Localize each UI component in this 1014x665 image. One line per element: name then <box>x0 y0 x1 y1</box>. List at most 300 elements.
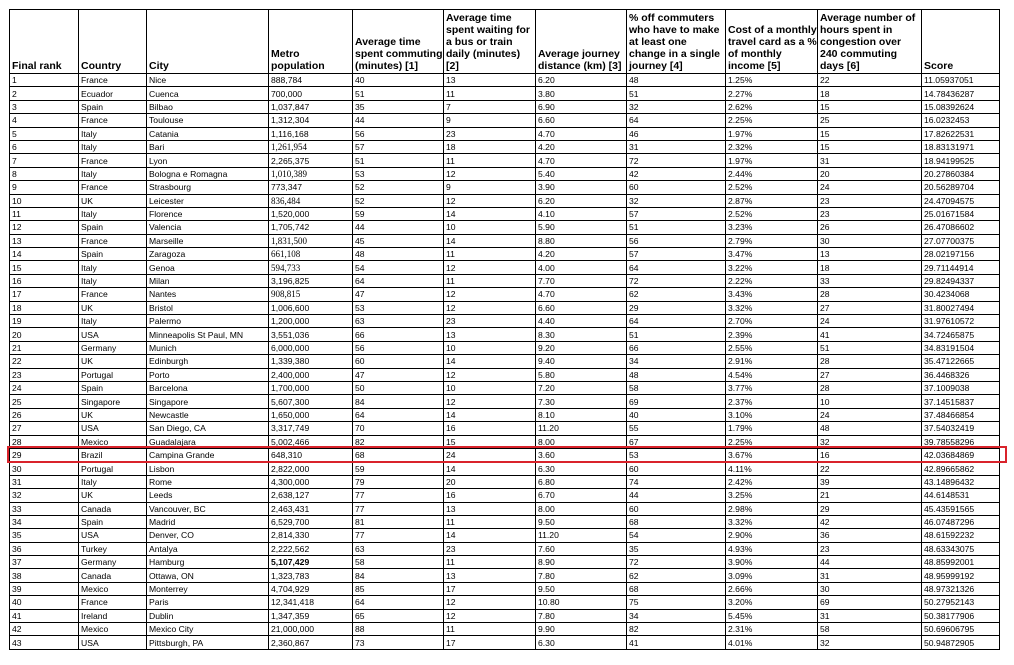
commute-time-cell: 79 <box>353 475 444 488</box>
card-cost-cell: 3.22% <box>726 261 818 274</box>
distance-cell: 6.70 <box>536 489 627 502</box>
distance-cell: 8.90 <box>536 556 627 569</box>
country-cell: France <box>79 74 147 87</box>
country-cell: Spain <box>79 248 147 261</box>
table-row <box>10 422 1000 435</box>
distance-cell: 5.40 <box>536 167 627 180</box>
table-row <box>10 556 1000 569</box>
distance-cell: 4.70 <box>536 154 627 167</box>
waiting-time-cell: 11 <box>444 248 536 261</box>
population-cell: 21,000,000 <box>269 623 353 636</box>
country-cell: Italy <box>79 475 147 488</box>
distance-cell: 9.90 <box>536 623 627 636</box>
commute-time-cell: 47 <box>353 368 444 381</box>
city-cell: San Diego, CA <box>147 422 269 435</box>
score-cell: 31.80027494 <box>922 301 1000 314</box>
score-cell: 27.07700375 <box>922 234 1000 247</box>
city-cell: Catania <box>147 127 269 140</box>
population-cell: 2,638,127 <box>269 489 353 502</box>
distance-cell: 10.80 <box>536 596 627 609</box>
population-cell: 3,196,825 <box>269 274 353 287</box>
country-cell: France <box>79 154 147 167</box>
change-percent-cell: 40 <box>627 408 726 421</box>
commute-time-cell: 35 <box>353 100 444 113</box>
distance-cell: 4.20 <box>536 248 627 261</box>
column-header-change-percent: % off commuters who have to make at least one change in a single journey [4] <box>627 10 726 74</box>
congestion-cell: 26 <box>818 221 922 234</box>
column-header-metro-population: Metro population <box>269 10 353 74</box>
city-cell: Lisbon <box>147 462 269 475</box>
congestion-cell: 15 <box>818 140 922 153</box>
distance-cell: 8.00 <box>536 435 627 448</box>
card-cost-cell: 2.70% <box>726 315 818 328</box>
city-cell: Marseille <box>147 234 269 247</box>
commute-time-cell: 40 <box>353 74 444 87</box>
change-percent-cell: 69 <box>627 395 726 408</box>
rank-cell: 35 <box>10 529 79 542</box>
congestion-cell: 24 <box>818 181 922 194</box>
commute-time-cell: 45 <box>353 234 444 247</box>
card-cost-cell: 2.22% <box>726 274 818 287</box>
distance-cell: 7.80 <box>536 569 627 582</box>
rank-cell: 1 <box>10 74 79 87</box>
distance-cell: 3.60 <box>536 448 627 461</box>
card-cost-cell: 3.10% <box>726 408 818 421</box>
waiting-time-cell: 15 <box>444 435 536 448</box>
score-cell: 34.83191504 <box>922 341 1000 354</box>
population-cell: 836,484 <box>269 194 353 207</box>
city-cell: Zaragoza <box>147 248 269 261</box>
column-header-commute-time: Average time spent commuting (minutes) [1] <box>353 10 444 74</box>
rank-cell: 19 <box>10 315 79 328</box>
rank-cell: 22 <box>10 355 79 368</box>
distance-cell: 6.80 <box>536 475 627 488</box>
commute-time-cell: 52 <box>353 194 444 207</box>
column-header-country: Country <box>79 10 147 74</box>
card-cost-cell: 3.20% <box>726 596 818 609</box>
card-cost-cell: 4.93% <box>726 542 818 555</box>
congestion-cell: 23 <box>818 194 922 207</box>
score-cell: 50.38177906 <box>922 609 1000 622</box>
city-cell: Minneapolis St Paul, MN <box>147 328 269 341</box>
population-cell: 1,037,847 <box>269 100 353 113</box>
change-percent-cell: 32 <box>627 194 726 207</box>
card-cost-cell: 1.25% <box>726 74 818 87</box>
column-header-congestion-hours: Average number of hours spent in congestion over 240 commuting days [6] <box>818 10 922 74</box>
congestion-cell: 18 <box>818 261 922 274</box>
distance-cell: 4.70 <box>536 288 627 301</box>
city-cell: Denver, CO <box>147 529 269 542</box>
score-cell: 48.61592232 <box>922 529 1000 542</box>
city-cell: Nice <box>147 74 269 87</box>
country-cell: UK <box>79 301 147 314</box>
score-cell: 18.94199525 <box>922 154 1000 167</box>
population-cell: 6,529,700 <box>269 515 353 528</box>
population-cell: 4,704,929 <box>269 582 353 595</box>
commute-time-cell: 84 <box>353 569 444 582</box>
score-cell: 25.01671584 <box>922 207 1000 220</box>
city-cell: Edinburgh <box>147 355 269 368</box>
card-cost-cell: 2.87% <box>726 194 818 207</box>
commute-time-cell: 66 <box>353 328 444 341</box>
change-percent-cell: 54 <box>627 529 726 542</box>
population-cell: 700,000 <box>269 87 353 100</box>
change-percent-cell: 60 <box>627 462 726 475</box>
table-row <box>10 515 1000 528</box>
card-cost-cell: 2.66% <box>726 582 818 595</box>
country-cell: Canada <box>79 569 147 582</box>
commute-time-cell: 77 <box>353 529 444 542</box>
country-cell: Italy <box>79 261 147 274</box>
congestion-cell: 23 <box>818 542 922 555</box>
change-percent-cell: 64 <box>627 261 726 274</box>
population-cell: 2,360,867 <box>269 636 353 649</box>
congestion-cell: 31 <box>818 569 922 582</box>
city-cell: Milan <box>147 274 269 287</box>
congestion-cell: 33 <box>818 274 922 287</box>
distance-cell: 4.70 <box>536 127 627 140</box>
commute-time-cell: 44 <box>353 221 444 234</box>
population-cell: 594,733 <box>269 261 353 274</box>
commute-time-cell: 51 <box>353 154 444 167</box>
congestion-cell: 42 <box>818 515 922 528</box>
table-row <box>10 181 1000 194</box>
waiting-time-cell: 18 <box>444 140 536 153</box>
change-percent-cell: 64 <box>627 114 726 127</box>
commute-time-cell: 54 <box>353 261 444 274</box>
commute-time-cell: 85 <box>353 582 444 595</box>
card-cost-cell: 2.55% <box>726 341 818 354</box>
table-row <box>10 274 1000 287</box>
change-percent-cell: 66 <box>627 341 726 354</box>
change-percent-cell: 51 <box>627 87 726 100</box>
waiting-time-cell: 14 <box>444 462 536 475</box>
congestion-cell: 27 <box>818 368 922 381</box>
congestion-cell: 15 <box>818 100 922 113</box>
distance-cell: 6.90 <box>536 100 627 113</box>
rank-cell: 38 <box>10 569 79 582</box>
card-cost-cell: 4.11% <box>726 462 818 475</box>
score-cell: 34.72465875 <box>922 328 1000 341</box>
waiting-time-cell: 16 <box>444 422 536 435</box>
table-row <box>10 408 1000 421</box>
congestion-cell: 32 <box>818 435 922 448</box>
waiting-time-cell: 11 <box>444 154 536 167</box>
population-cell: 1,650,000 <box>269 408 353 421</box>
rank-cell: 25 <box>10 395 79 408</box>
commute-time-cell: 58 <box>353 556 444 569</box>
table-body <box>10 74 1000 650</box>
change-percent-cell: 53 <box>627 448 726 461</box>
rank-cell: 41 <box>10 609 79 622</box>
distance-cell: 8.80 <box>536 234 627 247</box>
city-cell: Mexico City <box>147 623 269 636</box>
change-percent-cell: 67 <box>627 435 726 448</box>
card-cost-cell: 3.77% <box>726 381 818 394</box>
distance-cell: 6.60 <box>536 301 627 314</box>
change-percent-cell: 72 <box>627 274 726 287</box>
country-cell: Spain <box>79 515 147 528</box>
population-cell: 1,323,783 <box>269 569 353 582</box>
table-row <box>10 569 1000 582</box>
population-cell: 1,200,000 <box>269 315 353 328</box>
population-cell: 661,108 <box>269 248 353 261</box>
population-cell: 1,339,380 <box>269 355 353 368</box>
population-cell: 1,831,500 <box>269 234 353 247</box>
card-cost-cell: 1.79% <box>726 422 818 435</box>
congestion-cell: 30 <box>818 234 922 247</box>
country-cell: Mexico <box>79 623 147 636</box>
score-cell: 42.03684869 <box>922 448 1000 461</box>
waiting-time-cell: 12 <box>444 194 536 207</box>
table-row <box>10 582 1000 595</box>
population-cell: 1,705,742 <box>269 221 353 234</box>
city-cell: Valencia <box>147 221 269 234</box>
waiting-time-cell: 16 <box>444 489 536 502</box>
rank-cell: 29 <box>10 448 79 461</box>
population-cell: 1,520,000 <box>269 207 353 220</box>
score-cell: 37.1009038 <box>922 381 1000 394</box>
table-row <box>10 448 1000 461</box>
rank-cell: 36 <box>10 542 79 555</box>
waiting-time-cell: 10 <box>444 221 536 234</box>
card-cost-cell: 2.27% <box>726 87 818 100</box>
rank-cell: 5 <box>10 127 79 140</box>
rank-cell: 39 <box>10 582 79 595</box>
commute-time-cell: 64 <box>353 596 444 609</box>
distance-cell: 4.00 <box>536 261 627 274</box>
table-row <box>10 341 1000 354</box>
card-cost-cell: 2.44% <box>726 167 818 180</box>
table-row <box>10 100 1000 113</box>
city-cell: Vancouver, BC <box>147 502 269 515</box>
card-cost-cell: 3.43% <box>726 288 818 301</box>
country-cell: USA <box>79 529 147 542</box>
column-header-journey-distance: Average journey distance (km) [3] <box>536 10 627 74</box>
change-percent-cell: 51 <box>627 221 726 234</box>
population-cell: 2,265,375 <box>269 154 353 167</box>
commute-time-cell: 73 <box>353 636 444 649</box>
card-cost-cell: 2.25% <box>726 114 818 127</box>
card-cost-cell: 3.23% <box>726 221 818 234</box>
card-cost-cell: 2.31% <box>726 623 818 636</box>
table-row <box>10 502 1000 515</box>
distance-cell: 7.60 <box>536 542 627 555</box>
column-header-final-rank: Final rank <box>10 10 79 74</box>
population-cell: 2,463,431 <box>269 502 353 515</box>
table-row <box>10 381 1000 394</box>
distance-cell: 9.50 <box>536 582 627 595</box>
population-cell: 1,010,389 <box>269 167 353 180</box>
city-cell: Ottawa, ON <box>147 569 269 582</box>
congestion-cell: 36 <box>818 529 922 542</box>
country-cell: USA <box>79 636 147 649</box>
city-cell: Singapore <box>147 395 269 408</box>
congestion-cell: 44 <box>818 556 922 569</box>
rank-cell: 16 <box>10 274 79 287</box>
score-cell: 37.54032419 <box>922 422 1000 435</box>
country-cell: Italy <box>79 315 147 328</box>
rank-cell: 21 <box>10 341 79 354</box>
change-percent-cell: 75 <box>627 596 726 609</box>
commute-time-cell: 59 <box>353 207 444 220</box>
commute-time-cell: 57 <box>353 140 444 153</box>
population-cell: 4,300,000 <box>269 475 353 488</box>
score-cell: 36.4468326 <box>922 368 1000 381</box>
rank-cell: 8 <box>10 167 79 180</box>
commute-time-cell: 48 <box>353 248 444 261</box>
change-percent-cell: 64 <box>627 315 726 328</box>
congestion-cell: 25 <box>818 114 922 127</box>
rank-cell: 15 <box>10 261 79 274</box>
change-percent-cell: 60 <box>627 181 726 194</box>
change-percent-cell: 62 <box>627 569 726 582</box>
commute-time-cell: 70 <box>353 422 444 435</box>
change-percent-cell: 82 <box>627 623 726 636</box>
change-percent-cell: 68 <box>627 515 726 528</box>
country-cell: Ecuador <box>79 87 147 100</box>
change-percent-cell: 48 <box>627 74 726 87</box>
change-percent-cell: 32 <box>627 100 726 113</box>
card-cost-cell: 2.42% <box>726 475 818 488</box>
rank-cell: 2 <box>10 87 79 100</box>
country-cell: France <box>79 114 147 127</box>
distance-cell: 7.30 <box>536 395 627 408</box>
table-row <box>10 221 1000 234</box>
card-cost-cell: 2.90% <box>726 529 818 542</box>
score-cell: 50.69606795 <box>922 623 1000 636</box>
column-header-waiting-time: Average time spent waiting for a bus or train daily (minutes) [2] <box>444 10 536 74</box>
change-percent-cell: 46 <box>627 127 726 140</box>
rank-cell: 23 <box>10 368 79 381</box>
waiting-time-cell: 9 <box>444 181 536 194</box>
city-cell: Leeds <box>147 489 269 502</box>
population-cell: 2,222,562 <box>269 542 353 555</box>
waiting-time-cell: 14 <box>444 529 536 542</box>
city-cell: Porto <box>147 368 269 381</box>
congestion-cell: 18 <box>818 87 922 100</box>
country-cell: Germany <box>79 556 147 569</box>
country-cell: Italy <box>79 207 147 220</box>
city-cell: Toulouse <box>147 114 269 127</box>
commute-time-cell: 63 <box>353 315 444 328</box>
table-row <box>10 609 1000 622</box>
card-cost-cell: 2.39% <box>726 328 818 341</box>
waiting-time-cell: 23 <box>444 127 536 140</box>
commute-time-cell: 50 <box>353 381 444 394</box>
waiting-time-cell: 13 <box>444 74 536 87</box>
population-cell: 1,700,000 <box>269 381 353 394</box>
congestion-cell: 58 <box>818 623 922 636</box>
commute-time-cell: 63 <box>353 542 444 555</box>
card-cost-cell: 2.25% <box>726 435 818 448</box>
rank-cell: 27 <box>10 422 79 435</box>
country-cell: Italy <box>79 274 147 287</box>
congestion-cell: 27 <box>818 301 922 314</box>
country-cell: USA <box>79 328 147 341</box>
rank-cell: 7 <box>10 154 79 167</box>
table-row <box>10 207 1000 220</box>
rank-cell: 9 <box>10 181 79 194</box>
congestion-cell: 13 <box>818 248 922 261</box>
table-row <box>10 288 1000 301</box>
table-row <box>10 489 1000 502</box>
change-percent-cell: 34 <box>627 609 726 622</box>
card-cost-cell: 1.97% <box>726 154 818 167</box>
country-cell: Singapore <box>79 395 147 408</box>
city-cell: Munich <box>147 341 269 354</box>
city-cell: Bristol <box>147 301 269 314</box>
city-cell: Guadalajara <box>147 435 269 448</box>
rank-cell: 13 <box>10 234 79 247</box>
score-cell: 37.48466854 <box>922 408 1000 421</box>
congestion-cell: 28 <box>818 288 922 301</box>
country-cell: USA <box>79 422 147 435</box>
population-cell: 2,400,000 <box>269 368 353 381</box>
congestion-cell: 20 <box>818 167 922 180</box>
rank-cell: 24 <box>10 381 79 394</box>
card-cost-cell: 3.32% <box>726 515 818 528</box>
card-cost-cell: 2.79% <box>726 234 818 247</box>
card-cost-cell: 2.91% <box>726 355 818 368</box>
rank-cell: 31 <box>10 475 79 488</box>
waiting-time-cell: 20 <box>444 475 536 488</box>
distance-cell: 3.80 <box>536 87 627 100</box>
city-cell: Dublin <box>147 609 269 622</box>
score-cell: 48.97321326 <box>922 582 1000 595</box>
population-cell: 5,607,300 <box>269 395 353 408</box>
card-cost-cell: 3.67% <box>726 448 818 461</box>
waiting-time-cell: 13 <box>444 502 536 515</box>
change-percent-cell: 57 <box>627 207 726 220</box>
distance-cell: 11.20 <box>536 422 627 435</box>
waiting-time-cell: 11 <box>444 556 536 569</box>
change-percent-cell: 58 <box>627 381 726 394</box>
score-cell: 45.43591565 <box>922 502 1000 515</box>
change-percent-cell: 31 <box>627 140 726 153</box>
commute-ranking-table <box>9 9 1000 650</box>
distance-cell: 6.60 <box>536 114 627 127</box>
population-cell: 1,261,954 <box>269 140 353 153</box>
congestion-cell: 23 <box>818 207 922 220</box>
city-cell: Lyon <box>147 154 269 167</box>
card-cost-cell: 3.09% <box>726 569 818 582</box>
waiting-time-cell: 10 <box>444 381 536 394</box>
change-percent-cell: 74 <box>627 475 726 488</box>
city-cell: Bologna e Romagna <box>147 167 269 180</box>
population-cell: 12,341,418 <box>269 596 353 609</box>
congestion-cell: 39 <box>818 475 922 488</box>
score-cell: 48.95999192 <box>922 569 1000 582</box>
score-cell: 48.63343075 <box>922 542 1000 555</box>
table-row <box>10 127 1000 140</box>
commute-time-cell: 65 <box>353 609 444 622</box>
waiting-time-cell: 11 <box>444 87 536 100</box>
city-cell: Palermo <box>147 315 269 328</box>
country-cell: Turkey <box>79 542 147 555</box>
population-cell: 6,000,000 <box>269 341 353 354</box>
population-cell: 1,006,600 <box>269 301 353 314</box>
rank-cell: 10 <box>10 194 79 207</box>
table-row <box>10 234 1000 247</box>
country-cell: Italy <box>79 127 147 140</box>
score-cell: 11.05937051 <box>922 74 1000 87</box>
ranking-sheet <box>9 9 1000 650</box>
waiting-time-cell: 23 <box>444 542 536 555</box>
population-cell: 5,002,466 <box>269 435 353 448</box>
waiting-time-cell: 14 <box>444 234 536 247</box>
congestion-cell: 30 <box>818 582 922 595</box>
